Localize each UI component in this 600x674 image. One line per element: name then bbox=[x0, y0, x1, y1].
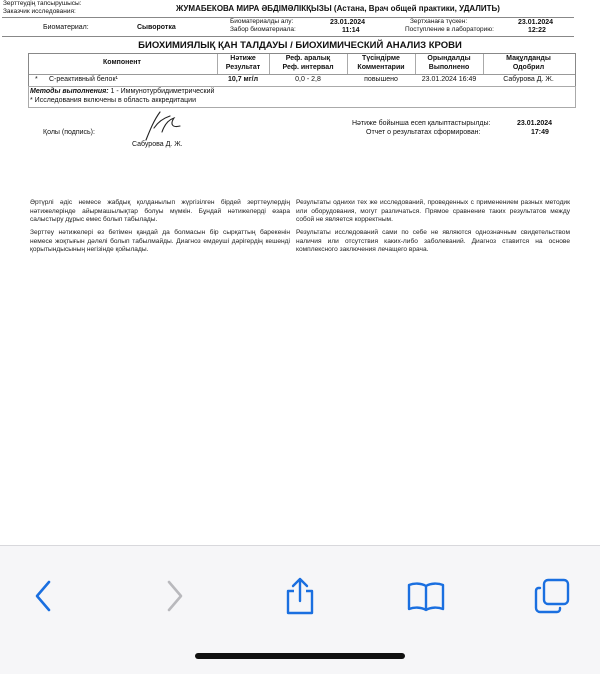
analysis-title: БИОХИМИЯЛЫҚ ҚАН ТАЛДАУЫ / БИОХИМИЧЕСКИЙ АНАЛИЗ КРОВИ bbox=[138, 40, 462, 51]
column-header-comment-ru: Комментарии bbox=[357, 64, 405, 71]
received-date: 23.01.2024 bbox=[518, 19, 554, 26]
disclaimer-ru-2: Результаты исследований сами по себе не являются однозначным свидетельством наличия или отсутствия каких-либо заболеваний. Диагноз ставится на основе комплексного заключения лечащего врача. bbox=[296, 229, 570, 254]
row-result: 10,7 мг/л bbox=[227, 76, 259, 83]
collect-date: 23.01.2024 bbox=[330, 19, 366, 26]
share-button[interactable] bbox=[278, 574, 322, 618]
tabs-icon bbox=[533, 577, 571, 615]
column-header-done-ru: Выполнено bbox=[428, 64, 470, 71]
row-component: С-реактивный белок¹ bbox=[49, 76, 118, 83]
signature-image bbox=[140, 110, 184, 142]
column-header-done-kz: Орындалды bbox=[427, 55, 471, 62]
received-label-ru: Поступление в лабораторию: bbox=[405, 26, 494, 33]
accreditation-note: * Исследования включены в область аккредитации bbox=[30, 97, 196, 104]
row-marker: * bbox=[35, 76, 38, 83]
row-approved: Сабурова Д. Ж. bbox=[503, 76, 554, 83]
back-icon bbox=[31, 579, 57, 613]
methods-line bbox=[30, 88, 214, 95]
column-header-comment-kz: Түсіндірме bbox=[362, 55, 400, 62]
column-header-ref-ru: Реф. интервал bbox=[282, 64, 334, 71]
received-label-kz: Зертханаға түскен: bbox=[410, 18, 468, 25]
disclaimer-ru-1: Результаты однихи тех же исследований, проведенных с применением разных методик или оборудования, могут различаться. Прямое сравнение таких результатов между собой не является корректным. bbox=[296, 199, 570, 224]
biomaterial-label: Биоматериал: bbox=[43, 24, 89, 31]
methods-value: 1 - Иммунотурбидиметрический bbox=[108, 88, 215, 95]
report-date: 23.01.2024 bbox=[517, 120, 553, 127]
row-ref-interval: 0,0 - 2,8 bbox=[295, 76, 321, 83]
collect-label-ru: Забор биоматериала: bbox=[230, 26, 296, 33]
biomaterial-value: Сыворотка bbox=[137, 24, 176, 31]
forward-button[interactable] bbox=[152, 574, 196, 618]
column-header-ref-kz: Реф. аралық bbox=[285, 55, 331, 62]
disclaimer-kz-2: Зерттеу нәтижелері өз бетімен қандай да болмасын бір сырқаттың барекенін немесе жоқтығын дәлелі болып табылмайды. Диагноз емдеуші дәрігердің кешенді қорытындысының негізінде қойылады. bbox=[30, 229, 290, 254]
received-time: 12:22 bbox=[528, 27, 546, 34]
signature-name: Сабурова Д. Ж. bbox=[132, 141, 183, 148]
column-header-approved-kz: Мақұлданды bbox=[506, 55, 551, 62]
column-header-component: Компонент bbox=[103, 59, 141, 66]
report-time: 17:49 bbox=[531, 129, 549, 136]
tabs-button[interactable] bbox=[530, 574, 574, 618]
report-label-ru: Отчет о результатах сформирован: bbox=[366, 129, 481, 136]
customer-label-kz: Зерттеудің тапсырушысы: bbox=[3, 0, 82, 7]
collect-time: 11:14 bbox=[342, 27, 360, 34]
column-header-result-ru: Результат bbox=[225, 64, 261, 71]
report-label-kz: Нәтиже бойынша есеп қалыптастырылды: bbox=[352, 120, 491, 127]
forward-icon bbox=[161, 579, 187, 613]
back-button[interactable] bbox=[22, 574, 66, 618]
collect-label-kz: Биоматериалды алу: bbox=[230, 18, 294, 25]
column-header-result-kz: Нәтиже bbox=[230, 55, 256, 62]
row-done: 23.01.2024 16:49 bbox=[421, 76, 477, 83]
disclaimer-kz-1: Әртүрлі әдіс немесе жабдық қолданылып жүргізілген бірдей зерттеулердің нәтижелерінде айырмашылықтар болуы мүмкін. Бұндай нәтижелерді өзара салыстыру дұрыс емес болып табылады. bbox=[30, 199, 290, 224]
column-header-approved-ru: Одобрил bbox=[512, 64, 545, 71]
signature-label: Қолы (подпись): bbox=[43, 129, 95, 136]
methods-label: Методы выполнения: bbox=[30, 88, 109, 95]
bookmarks-icon bbox=[406, 580, 446, 612]
customer-label-ru: Заказчик исследования: bbox=[3, 8, 76, 15]
row-comment: повышено bbox=[364, 76, 398, 83]
share-icon bbox=[283, 576, 317, 616]
home-indicator bbox=[195, 653, 405, 659]
customer-value: ЖУМАБЕКОВА МИРА ӘБДІМӘЛІКҚЫЗЫ (Астана, Врач общей практики, УДАЛИТЬ) bbox=[176, 4, 500, 13]
bookmarks-button[interactable] bbox=[404, 574, 448, 618]
